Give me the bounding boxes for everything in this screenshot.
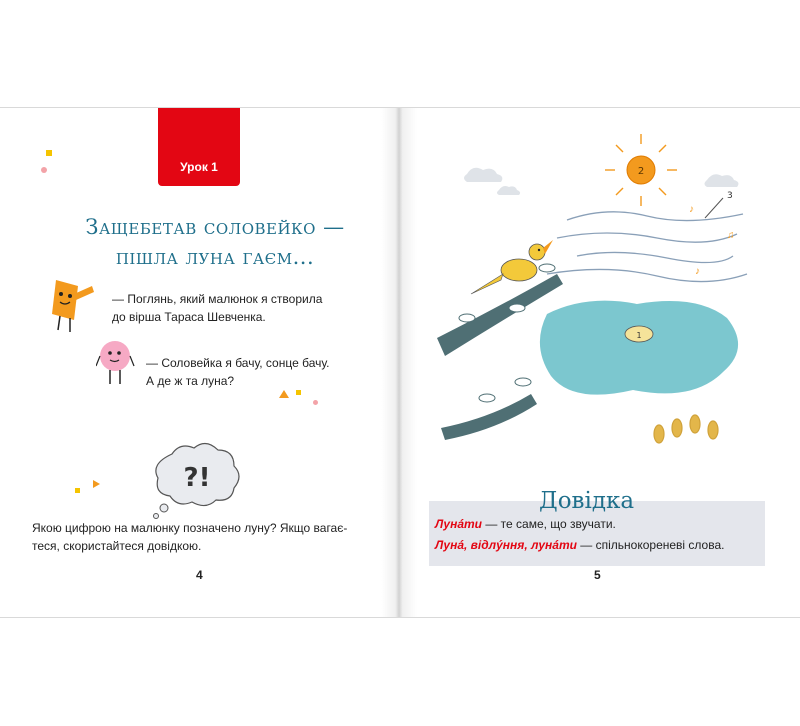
sun-icon <box>605 134 677 206</box>
term-vidlunnia: відлýння <box>470 538 525 552</box>
lesson-title-line1: Защебетав соловейко — <box>85 215 345 239</box>
thought-symbol: ?! <box>183 463 211 493</box>
lesson-title <box>70 212 360 272</box>
thought-cloud-icon <box>150 440 244 520</box>
grass <box>654 415 718 443</box>
confetti-pink <box>313 400 318 405</box>
page-number-right: 5 <box>594 568 601 582</box>
term-luna: Лунá <box>435 538 464 552</box>
separator: , <box>524 538 532 552</box>
left-page <box>0 108 397 617</box>
illustration <box>427 128 757 468</box>
book-gutter <box>381 108 417 617</box>
pond <box>540 301 738 395</box>
echo-number: 3 <box>727 191 733 201</box>
cloud-icon <box>464 168 502 182</box>
confetti-pink <box>41 167 47 173</box>
pond-number: 1 <box>636 331 642 340</box>
cloud-icon <box>705 174 739 187</box>
dialog-2 <box>146 354 330 390</box>
confetti-yellow <box>75 488 80 493</box>
confetti-yellow <box>296 390 301 395</box>
confetti-orange <box>279 390 289 398</box>
confetti-orange <box>93 480 100 488</box>
right-page <box>397 108 800 617</box>
pink-character-icon <box>96 336 136 388</box>
lesson-tab <box>158 108 240 186</box>
term-lunaty: Лунáти <box>435 517 482 531</box>
reference-title: Довідка <box>539 488 635 514</box>
question-line1: Якою цифрою на малюнку позначено луну? Якщо вагає- <box>32 521 348 535</box>
definition-text: — те саме, що звучати. <box>482 517 616 531</box>
term-lunaty: лунáти <box>531 538 577 552</box>
dialog-1-line2: до вірша Тараса Шевченка. <box>112 310 266 324</box>
page-number-left: 4 <box>196 568 203 582</box>
question-text <box>32 519 347 555</box>
dialog-1 <box>112 290 322 326</box>
reference-line-2 <box>435 538 724 552</box>
sun-number: 2 <box>637 166 645 177</box>
lesson-tab-label: Урок 1 <box>180 160 218 174</box>
confetti-yellow <box>46 150 52 156</box>
orange-character-icon <box>48 276 100 336</box>
question-line2: теся, скористайтеся довідкою. <box>32 539 202 553</box>
music-note-icon: ♪ <box>695 266 700 277</box>
sound-waves <box>547 212 747 282</box>
cloud-icon <box>497 186 520 195</box>
related-words-text: — спільнокореневі слова. <box>576 538 725 552</box>
music-note-icon: ♪ <box>689 204 694 215</box>
lesson-title-line2: пішла луна гаєм... <box>115 245 315 269</box>
separator: , <box>464 538 471 552</box>
reference-line-1 <box>435 517 616 531</box>
music-note-icon: ♫ <box>727 230 735 241</box>
book-spread <box>0 107 800 618</box>
dialog-1-line1: — Поглянь, який малюнок я створила <box>112 292 323 306</box>
dialog-2-line1: — Соловейка я бачу, сонце бачу. <box>146 356 330 370</box>
dialog-2-line2: А де ж та луна? <box>146 374 235 388</box>
